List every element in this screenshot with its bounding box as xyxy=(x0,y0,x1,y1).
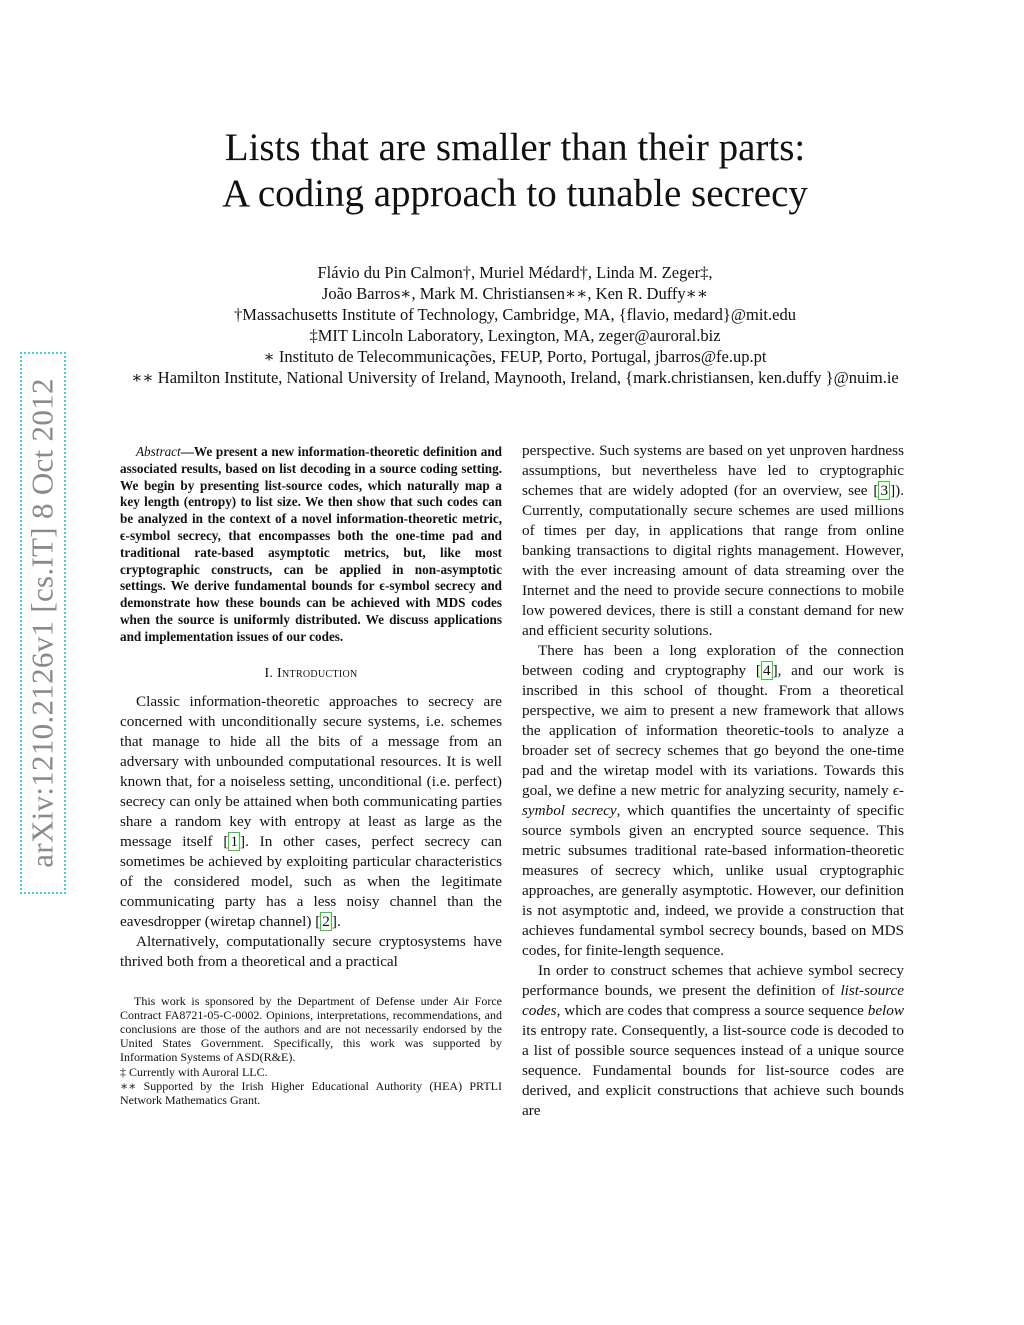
term-below: below xyxy=(867,1002,904,1019)
arxiv-stamp xyxy=(20,352,66,894)
author-line-2: João Barros∗, Mark M. Christiansen∗∗, Ken R. Duffy∗∗ xyxy=(321,284,709,303)
right-p3-text-c: its entropy rate. Consequently, a list-source code is decoded to a list of possible source sequences instead of a unique source sequence. Fundamental bounds for list-source codes are derived, and explicit constructions that achieve such bounds are xyxy=(522,1022,904,1119)
affiliation-porto: ∗ Instituto de Telecommunicações, FEUP, Porto, Portugal, jbarros@fe.up.pt xyxy=(263,347,767,366)
section-heading-introduction xyxy=(120,666,502,682)
citation-link-4[interactable]: 4 xyxy=(762,662,771,679)
intro-p1-text-c: ]. xyxy=(331,912,341,930)
footnote-funding: This work is sponsored by the Department of Defense under Air Force Contract FA8721-05-C-0002. Opinions, interpretations, recommendations, and conclusions are those of the authors and are not necessarily endorsed by the United States Government. Specifically, this work was supported by Information Systems of ASD(R&E). xyxy=(120,993,502,1065)
right-p3-text-b: , which are codes that compress a source sequence xyxy=(556,1002,868,1019)
right-paragraph-2 xyxy=(522,641,904,961)
citation-link-1[interactable]: 1 xyxy=(230,832,239,850)
right-p3-text-a: In order to construct schemes that achieve symbol secrecy performance bounds, we present the definition of xyxy=(522,962,904,999)
term-symbol-secrecy: ϵ-symbol secrecy xyxy=(522,782,904,819)
abstract-label: Abstract xyxy=(136,444,181,459)
citation-link-3[interactable]: 3 xyxy=(880,482,889,499)
right-p1-text-a: perspective. Such systems are based on yet unproven hardness assumptions, but nevertheless have led to cryptographic schemes that are widely adopted (for an overview, see [ xyxy=(522,442,904,499)
footnotes xyxy=(120,994,502,1108)
intro-p1-text-a: Classic information-theoretic approaches to secrecy are concerned with unconditionally secure systems, i.e. schemes that manage to hide all the bits of a message from an adversary with unbounded computational resources. It is well known that, for a noiseless setting, unconditional (i.e. perfect) secrecy can only be attained when both communicating parties share a random key with entropy at least as large as the message itself [ xyxy=(120,692,502,850)
abstract-text: —We present a new information-theoretic definition and associated results, based on list decoding in a source coding setting. We begin by presenting list-source codes, which naturally map a key length (entropy) to list size. We then show that such codes can be analyzed in the context of a novel information-theoretic metric, ϵ-symbol secrecy, that encompasses both the one-time pad and traditional rate-based asymptotic metrics, but, like most cryptographic constructs, can be applied in non-asymptotic settings. We derive fundamental bounds for ϵ-symbol secrecy and demonstrate how these bounds can be achieved with MDS codes when the source is uniformly distributed. We discuss applications and implementation issues of our codes. xyxy=(120,444,502,644)
section-title: Introduction xyxy=(277,665,358,681)
section-number: I. xyxy=(264,665,274,681)
title-line-1: Lists that are smaller than their parts: xyxy=(224,126,806,169)
left-column xyxy=(120,444,502,1107)
intro-paragraph-1 xyxy=(120,692,502,932)
title-line-2: A coding approach to tunable secrecy xyxy=(222,172,808,215)
intro-paragraph-2: Alternatively, computationally secure cryptosystems have thrived both from a theoretical and a practical xyxy=(120,932,502,970)
right-paragraph-3 xyxy=(522,961,904,1121)
right-column xyxy=(522,441,904,1121)
right-p2-text-c: , which quantifies the uncertainty of specific source symbols given an encrypted source sequence. This metric subsumes traditional rate-based information-theoretic measures of secrecy which, unlike usual cryptographic approaches, are generally asymptotic. However, our definition is not asymptotic and, indeed, we provide a construction that achieves fundamental symbol secrecy bounds, based on MDS codes, for finite-length sequence. xyxy=(522,802,904,959)
arxiv-stamp-text: arXiv:1210.2126v1 [cs.IT] 8 Oct 2012 xyxy=(25,378,61,868)
citation-link-2[interactable]: 2 xyxy=(322,912,330,930)
paper-title xyxy=(130,125,900,217)
author-block xyxy=(100,262,930,388)
intro-p1-text-b: ]. In other cases, perfect secrecy can sometimes be achieved by exploiting particular characteristics of the considered model, such as when the legitimate communicating party has a less noisy channel than the eavesdropper (wiretap channel) [ xyxy=(120,832,502,930)
right-p2-text-a: There has been a long exploration of the connection between coding and cryptography [ xyxy=(522,642,904,679)
affiliation-hamilton: ∗∗ Hamilton Institute, National University of Ireland, Maynooth, Ireland, {mark.christiansen, ken.duffy }@nuim.ie xyxy=(131,368,899,387)
affiliation-lincoln: ‡MIT Lincoln Laboratory, Lexington, MA, zeger@auroral.biz xyxy=(309,326,721,345)
right-paragraph-1 xyxy=(522,441,904,641)
footnote-auroral: ‡ Currently with Auroral LLC. xyxy=(120,1064,268,1079)
author-line-1: Flávio du Pin Calmon†, Muriel Médard†, Linda M. Zeger‡, xyxy=(317,263,713,282)
right-p1-text-b: ]). Currently, computationally secure schemes are used millions of times per day, in applications that range from online banking transactions to digital rights management. However, with the ever increasing amount of data streaming over the Internet and the need to provide secure connections to mobile low powered devices, there is still a constant demand for new and efficient security solutions. xyxy=(522,482,904,639)
abstract xyxy=(120,444,502,646)
right-p2-text-b: ], and our work is inscribed in this school of thought. From a theoretical perspective, we aim to present a new framework that allows the application of information theoretic-tools to analyze a broader set of secrecy schemes that go beyond the one-time pad and the wiretap model with its variations. Towards this goal, we define a new metric for analyzing security, namely xyxy=(522,662,904,799)
affiliation-mit: †Massachusetts Institute of Technology, Cambridge, MA, {flavio, medard}@mit.edu xyxy=(234,305,796,324)
term-list-source-codes: list-source codes xyxy=(522,982,904,1019)
footnote-hea: ∗∗ Supported by the Irish Higher Educational Authority (HEA) PRTLI Network Mathematics Grant. xyxy=(120,1078,502,1107)
